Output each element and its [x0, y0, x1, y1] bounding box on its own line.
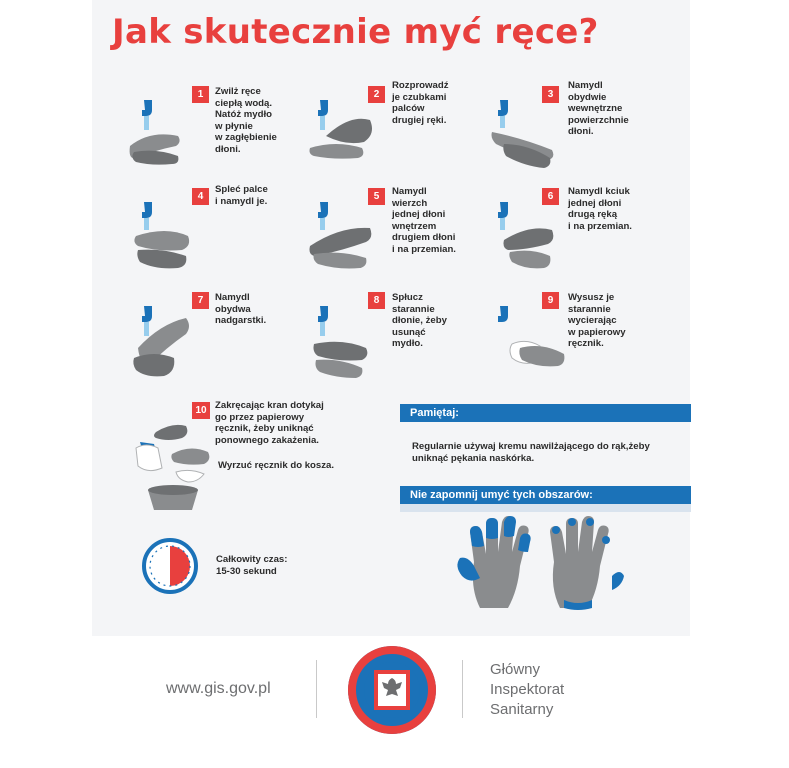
faucet-hands-icon	[306, 188, 376, 288]
hands-areas-illustration	[452, 516, 652, 616]
step-number: 9	[542, 292, 559, 309]
step-number: 4	[192, 188, 209, 205]
areas-divider	[400, 504, 691, 512]
timer-label: Całkowity czas:	[216, 554, 288, 565]
step-5	[306, 188, 476, 288]
step-number: 5	[368, 188, 385, 205]
footer-divider-left	[316, 660, 317, 718]
step-number: 1	[192, 86, 209, 103]
step-text-dispose: Wyrzuć ręcznik do kosza.	[218, 460, 335, 471]
step-text: Spłucz starannie dłonie, żeby usunąć mydło.	[392, 292, 447, 350]
step-10	[126, 402, 366, 522]
step-4	[126, 184, 296, 288]
faucet-hands-icon	[306, 292, 376, 392]
faucet-hands-icon	[306, 86, 376, 176]
step-text: Namydl obydwie wewnętrzne powierzchnie dłoni.	[568, 80, 629, 138]
step-text: Namydl kciuk jednej dłoni drugą ręką i na przemian.	[568, 186, 632, 232]
website-link[interactable]: www.gis.gov.pl	[166, 680, 271, 697]
step-number: 6	[542, 188, 559, 205]
step-number: 10	[192, 402, 210, 419]
timer-text	[216, 554, 287, 578]
timer-value: 15-30 sekund	[216, 566, 277, 577]
step-7	[126, 292, 296, 392]
step-9	[490, 292, 660, 392]
page-title: Jak skutecznie myć ręce?	[112, 12, 599, 52]
org-line-2: Inspektorat	[490, 681, 565, 698]
clock-icon	[140, 536, 200, 596]
step-number: 8	[368, 292, 385, 309]
areas-heading: Nie zapomnij umyć tych obszarów:	[400, 486, 691, 504]
step-3	[490, 80, 660, 186]
step-text: Namydl obydwa nadgarstki.	[215, 292, 267, 327]
footer-divider-right	[462, 660, 463, 718]
step-8	[306, 292, 476, 392]
step-text: Rozprowadź je czubkami palców drugiej ręki.	[392, 80, 449, 126]
organization-name	[490, 660, 564, 720]
step-1	[126, 86, 296, 186]
step-number: 2	[368, 86, 385, 103]
org-line-3: Sanitarny	[490, 701, 554, 718]
step-number: 7	[192, 292, 209, 309]
step-text: Namydl wierzch jednej dłoni wnętrzem drugiem dłoni i na przemian.	[392, 186, 456, 255]
step-text: Zakręcając kran dotykaj go przez papierowy ręcznik, żeby uniknąć ponownego zakażenia.	[215, 400, 324, 446]
faucet-bin-icon	[126, 402, 216, 517]
faucet-hands-icon	[126, 292, 196, 392]
gis-logo	[342, 640, 442, 740]
step-text: Wysusz je starannie wycierając w papierowy ręcznik.	[568, 292, 626, 350]
faucet-hands-icon	[126, 86, 186, 176]
step-2	[306, 80, 476, 186]
faucet-hands-icon	[126, 188, 196, 288]
hand-back-icon	[457, 516, 530, 608]
hand-palm-icon	[550, 516, 624, 610]
remember-heading: Pamiętaj:	[400, 404, 691, 422]
step-text: Zwilż ręce ciepłą wodą. Natóż mydło w płynie w zagłębienie dłoni.	[215, 86, 277, 155]
step-number: 3	[542, 86, 559, 103]
org-line-1: Główny	[490, 661, 541, 678]
step-6	[490, 188, 660, 288]
remember-text: Regularnie używaj kremu nawilżającego do rąk,żeby uniknąć pękania naskórka.	[412, 441, 650, 464]
step-text: Spleć palce i namydl je.	[215, 184, 268, 207]
